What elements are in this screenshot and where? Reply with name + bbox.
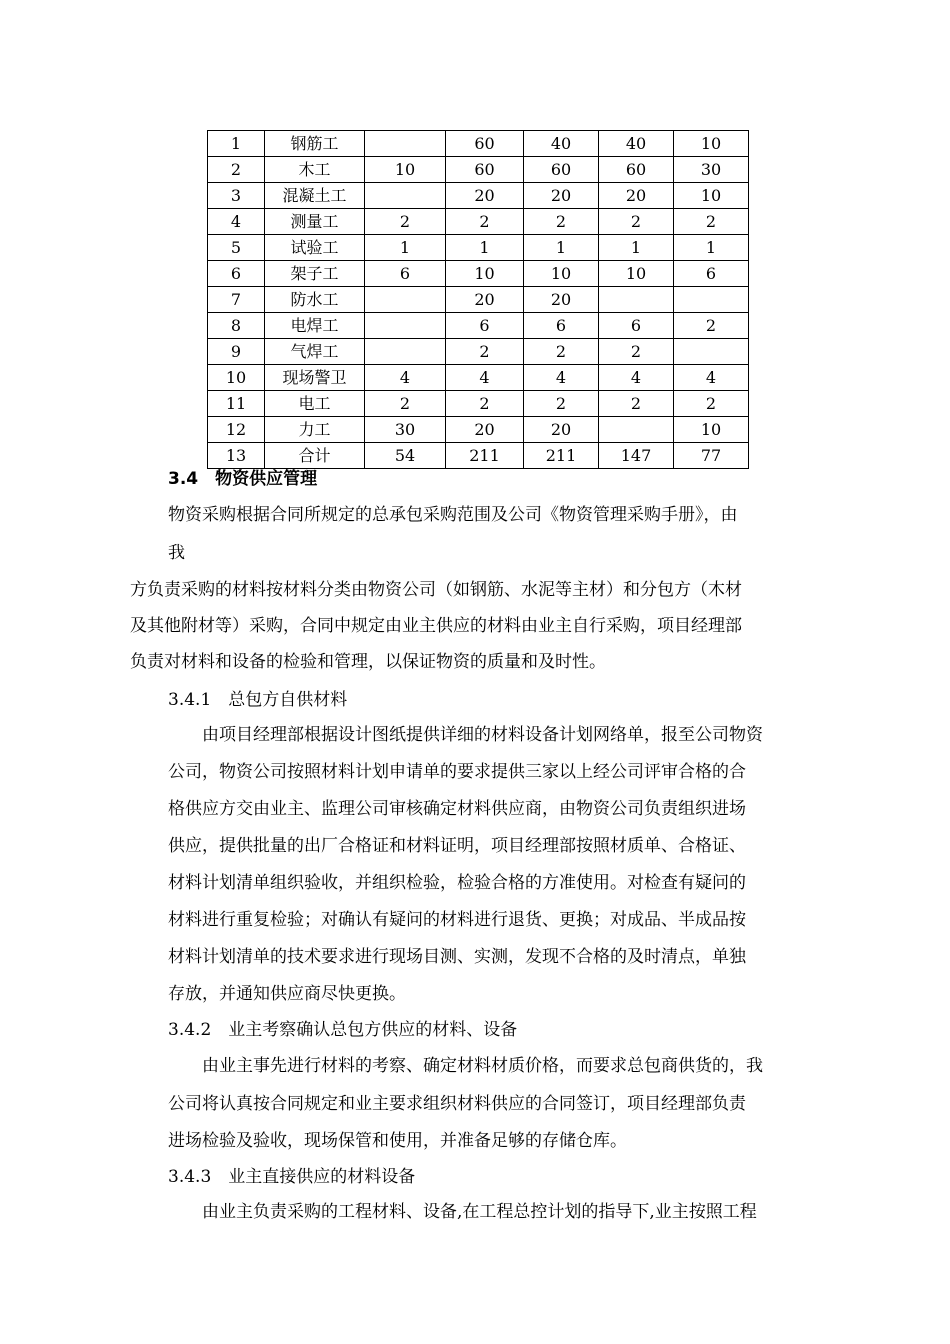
table-cell [365,339,446,365]
table-cell: 5 [208,235,265,261]
labor-table-body [208,131,749,469]
labor-table [207,130,749,469]
table-cell: 力工 [265,417,365,443]
table-cell: 4 [599,365,674,391]
table-cell: 1 [674,235,749,261]
paragraph-line: 方负责采购的材料按材料分类由物资公司（如钢筋、水泥等主材）和分包方（木材 [130,580,742,600]
table-cell: 3 [208,183,265,209]
table-cell: 6 [365,261,446,287]
table-cell: 钢筋工 [265,131,365,157]
table-cell: 60 [446,131,524,157]
table-cell: 8 [208,313,265,339]
table-cell: 2 [446,391,524,417]
table-cell [365,287,446,313]
table-cell: 20 [524,287,599,313]
table-cell [365,183,446,209]
table-cell: 2 [446,339,524,365]
table-cell: 77 [674,443,749,469]
table-cell: 10 [446,261,524,287]
table-cell: 2 [524,209,599,235]
section-heading-3-4-2: 3.4.2 业主考察确认总包方供应的材料、设备 [168,1020,518,1040]
table-cell: 2 [524,339,599,365]
table-cell: 2 [599,391,674,417]
table-cell: 10 [524,261,599,287]
paragraph-line: 材料计划清单组织验收，并组织检验，检验合格的方准使用。对检查有疑问的 [168,873,746,893]
section-heading-3-4: 3.4 物资供应管理 [168,469,318,489]
table-row [208,183,749,209]
table-cell: 30 [365,417,446,443]
table-row [208,209,749,235]
paragraph-line: 我 [168,543,185,563]
table-cell: 6 [208,261,265,287]
table-cell: 试验工 [265,235,365,261]
paragraph-line: 由业主事先进行材料的考察、确定材料材质价格，而要求总包商供货的，我 [202,1056,763,1076]
section-heading-3-4-3: 3.4.3 业主直接供应的材料设备 [168,1167,416,1187]
table-cell: 木工 [265,157,365,183]
table-cell: 7 [208,287,265,313]
table-cell: 防水工 [265,287,365,313]
table-row [208,391,749,417]
table-cell: 13 [208,443,265,469]
table-cell: 气焊工 [265,339,365,365]
table-cell: 10 [365,157,446,183]
table-cell: 4 [365,365,446,391]
paragraph-line: 负责对材料和设备的检验和管理，以保证物资的质量和及时性。 [130,652,606,672]
table-cell: 2 [599,339,674,365]
paragraph-line: 由项目经理部根据设计图纸提供详细的材料设备计划网络单，报至公司物资 [202,725,763,745]
table-row [208,417,749,443]
table-cell: 40 [524,131,599,157]
table-cell: 20 [524,417,599,443]
table-cell: 4 [446,365,524,391]
table-cell: 2 [674,313,749,339]
paragraph-line: 物资采购根据合同所规定的总承包采购范围及公司《物资管理采购手册》，由 [168,505,738,525]
table-cell: 1 [446,235,524,261]
table-cell: 2 [524,391,599,417]
table-cell: 20 [446,183,524,209]
table-cell: 6 [674,261,749,287]
table-cell: 147 [599,443,674,469]
table-cell: 2 [599,209,674,235]
table-cell: 10 [599,261,674,287]
paragraph-line: 材料进行重复检验；对确认有疑问的材料进行退货、更换；对成品、半成品按 [168,910,746,930]
table-cell: 211 [446,443,524,469]
table-row [208,365,749,391]
table-cell: 60 [599,157,674,183]
table-cell: 9 [208,339,265,365]
table-cell: 合计 [265,443,365,469]
table-cell: 6 [446,313,524,339]
table-cell: 54 [365,443,446,469]
table-cell: 6 [599,313,674,339]
table-cell: 12 [208,417,265,443]
table-cell [599,287,674,313]
paragraph-line: 公司将认真按合同规定和业主要求组织材料供应的合同签订，项目经理部负责 [168,1094,746,1114]
table-cell: 20 [524,183,599,209]
table-cell: 10 [674,131,749,157]
table-row [208,157,749,183]
table-cell: 1 [524,235,599,261]
table-cell: 2 [674,209,749,235]
table-cell: 混凝土工 [265,183,365,209]
table-cell [365,313,446,339]
table-row [208,313,749,339]
table-cell: 2 [208,157,265,183]
table-cell: 211 [524,443,599,469]
table-cell: 2 [446,209,524,235]
table-cell: 4 [674,365,749,391]
table-cell: 10 [208,365,265,391]
table-cell: 架子工 [265,261,365,287]
table-cell [599,417,674,443]
table-row [208,235,749,261]
paragraph-line: 及其他附材等）采购，合同中规定由业主供应的材料由业主自行采购，项目经理部 [130,616,742,636]
table-cell: 1 [208,131,265,157]
table-cell: 1 [365,235,446,261]
table-cell: 1 [599,235,674,261]
table-cell: 60 [446,157,524,183]
table-cell: 30 [674,157,749,183]
table-cell: 40 [599,131,674,157]
table-row [208,287,749,313]
table-cell: 11 [208,391,265,417]
table-row [208,339,749,365]
table-cell: 6 [524,313,599,339]
table-cell: 2 [674,391,749,417]
paragraph-line: 公司，物资公司按照材料计划申请单的要求提供三家以上经公司评审合格的合 [168,762,746,782]
paragraph-line: 进场检验及验收，现场保管和使用，并准备足够的存储仓库。 [168,1131,627,1151]
paragraph-line: 供应，提供批量的出厂合格证和材料证明，项目经理部按照材质单、合格证、 [168,836,746,856]
table-cell: 20 [446,417,524,443]
table-cell: 电焊工 [265,313,365,339]
table-cell: 现场警卫 [265,365,365,391]
table-row [208,261,749,287]
paragraph-line: 格供应方交由业主、监理公司审核确定材料供应商，由物资公司负责组织进场 [168,799,746,819]
paragraph-line: 由业主负责采购的工程材料、设备,在工程总控计划的指导下,业主按照工程 [202,1202,757,1222]
table-row [208,131,749,157]
table-cell [674,339,749,365]
table-cell: 电工 [265,391,365,417]
table-cell: 2 [365,209,446,235]
table-cell: 10 [674,417,749,443]
table-cell [365,131,446,157]
table-cell: 4 [208,209,265,235]
table-cell [674,287,749,313]
table-cell: 2 [365,391,446,417]
table-cell: 测量工 [265,209,365,235]
table-cell: 20 [599,183,674,209]
table-cell: 60 [524,157,599,183]
table-cell: 10 [674,183,749,209]
table-cell: 4 [524,365,599,391]
paragraph-line: 存放，并通知供应商尽快更换。 [168,984,406,1004]
table-cell: 20 [446,287,524,313]
section-heading-3-4-1: 3.4.1 总包方自供材料 [168,690,348,710]
paragraph-line: 材料计划清单的技术要求进行现场目测、实测，发现不合格的及时清点，单独 [168,947,746,967]
table-row [208,443,749,469]
